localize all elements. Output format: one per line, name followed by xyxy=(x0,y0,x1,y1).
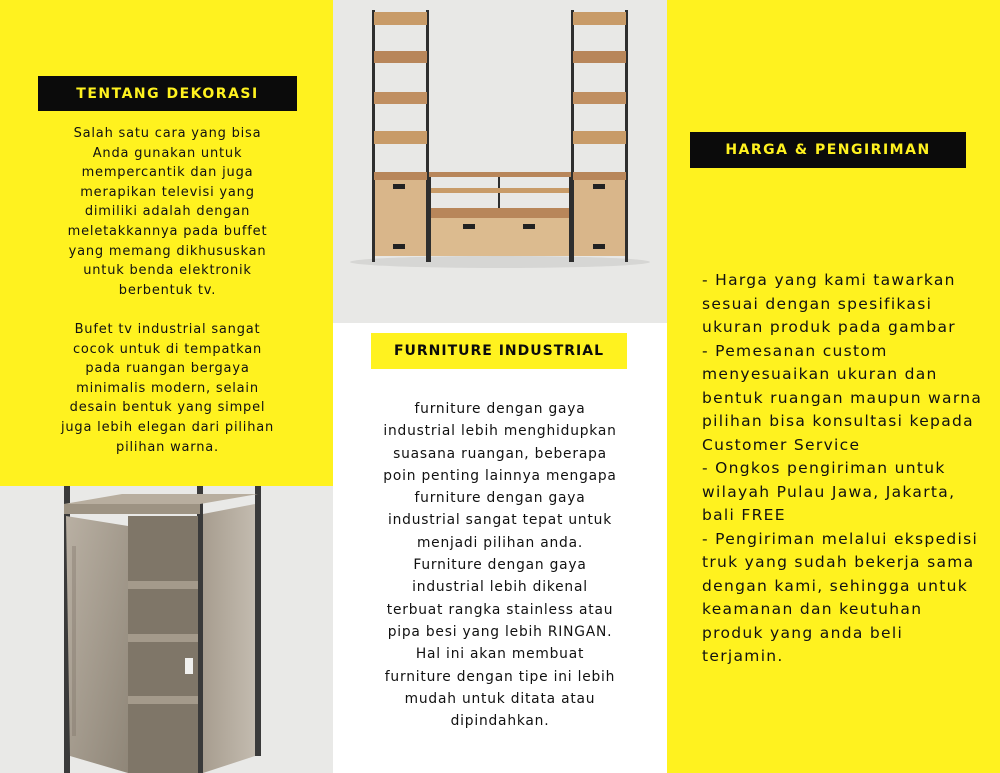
furniture-industrial-heading xyxy=(371,333,627,369)
tv-buffet-illustration xyxy=(333,0,667,323)
harga-pengiriman-body: - Harga yang kami tawarkan sesuai dengan spesifikasi ukuran produk pada gambar - Pemesanan custom menyesuaikan ukuran dan bentuk ruangan maupun warna pilihan bisa konsultasi kepada Customer Service - Ongkos pengiriman untuk wilayah Pulau Jawa, Jakarta, bali FREE - Pengiriman melalui ekspedisi truk yang sudah bekerja sama dengan kami, sehingga untuk keamanan dan keutuhan produk yang anda beli terjamin. xyxy=(702,271,983,665)
harga-pengiriman-heading xyxy=(690,132,966,168)
cabinet-illustration xyxy=(0,486,333,773)
left-yellow-panel xyxy=(0,0,333,486)
harga-pengiriman-heading-text: HARGA & PENGIRIMAN xyxy=(725,142,931,158)
tv-buffet-photo xyxy=(333,0,667,323)
tentang-dekorasi-body: Salah satu cara yang bisa Anda gunakan untuk mempercantik dan juga merapikan televisi yang dimiliki adalah dengan meletakkannya pada buffet yang memang dikhususkan untuk benda elektronik berbentuk tv. Bufet tv industrial sangat cocok untuk di tempatkan pada ruangan bergaya minimalis modern, selain desain bentuk yang simpel juga lebih elegan dari pilihan pilihan warna. xyxy=(60,126,275,455)
tentang-dekorasi-heading xyxy=(38,76,297,111)
tentang-dekorasi-heading-text: TENTANG DEKORASI xyxy=(76,85,259,102)
furniture-industrial-heading-text: FURNITURE INDUSTRIAL xyxy=(393,343,605,359)
cabinet-photo xyxy=(0,486,333,773)
right-yellow-panel xyxy=(667,0,1000,773)
furniture-industrial-body: furniture dengan gaya industrial lebih menghidupkan suasana ruangan, beberapa poin penting lainnya mengapa furniture dengan gaya industrial sangat tepat untuk menjadi pilihan anda. Furniture dengan gaya industrial lebih dikenal terbuat rangka stainless atau pipa besi yang lebih RINGAN. Hal ini akan membuat furniture dengan tipe ini lebih mudah untuk ditata atau dipindahkan. xyxy=(383,401,617,730)
middle-white-panel xyxy=(333,323,667,773)
